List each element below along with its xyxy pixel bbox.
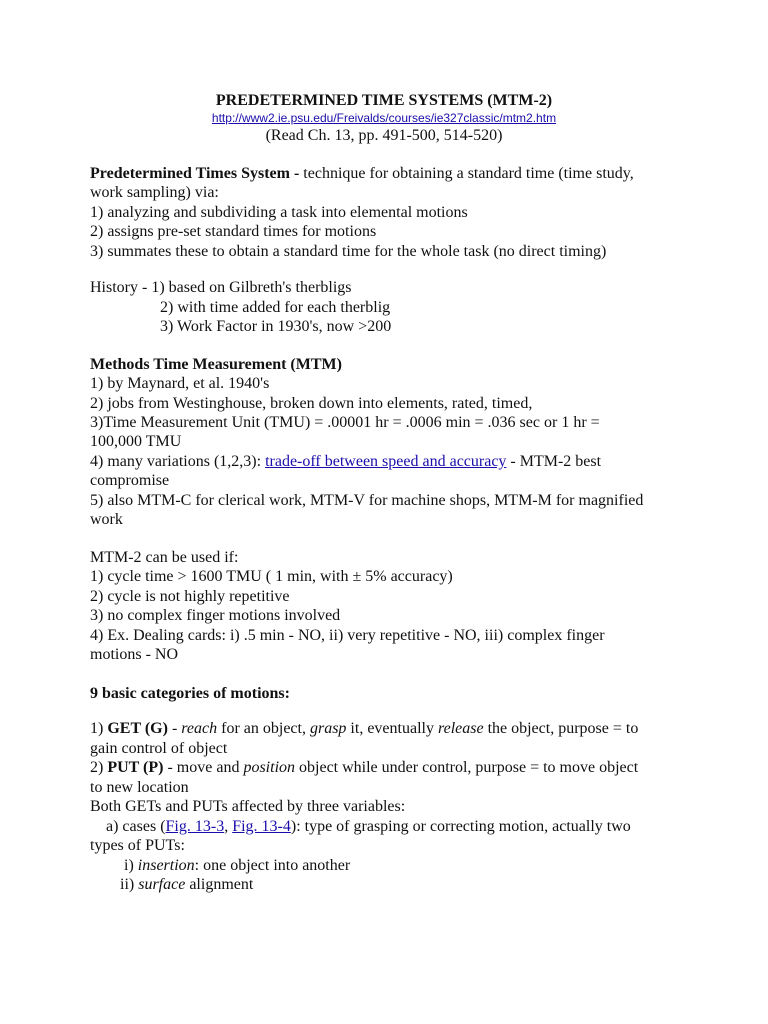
mtm-item-2: 2) jobs from Westinghouse, broken down into elements, rated, timed,	[90, 395, 533, 412]
history-line-1: History - 1) based on Gilbreth's therbligs	[90, 279, 352, 296]
pts-definition-line1: Predetermined Times System - technique for obtaining a standard time (time study,	[90, 165, 634, 182]
pts-item-1: 1) analyzing and subdividing a task into elemental motions	[90, 204, 468, 221]
pts-item-3: 3) summates these to obtain a standard time for the whole task (no direct timing)	[90, 243, 607, 260]
source-url-line	[0, 109, 768, 127]
source-url-link[interactable]: http://www2.ie.psu.edu/Freivalds/courses/ie327classic/mtm2.htm	[211, 111, 557, 125]
cases-line-2: types of PUTs:	[90, 837, 185, 854]
variables-line: Both GETs and PUTs affected by three variables:	[90, 798, 406, 815]
history-line-2: 2) with time added for each therblig	[160, 299, 391, 316]
mtm2-heading: MTM-2 can be used if:	[90, 549, 239, 566]
get-label: GET (G)	[107, 720, 168, 737]
categories-heading: 9 basic categories of motions:	[90, 685, 290, 702]
cases-line-1: a) cases (Fig. 13-3, Fig. 13-4): type of grasping or correcting motion, actually two	[106, 818, 631, 835]
mtm2-item-4-line2: motions - NO	[90, 646, 178, 663]
put-line-1: 2) PUT (P) - move and position object while under control, purpose = to move object	[90, 759, 639, 776]
page-title: PREDETERMINED TIME SYSTEMS (MTM-2)	[215, 92, 553, 109]
surface-line: ii) surface alignment	[120, 876, 254, 893]
mtm2-item-1: 1) cycle time > 1600 TMU ( 1 min, with ± 5% accuracy)	[90, 568, 453, 585]
put-line-2: to new location	[90, 779, 189, 796]
mtm-item-4-line2: compromise	[90, 472, 170, 489]
pts-definition-line2: work sampling) via:	[90, 184, 219, 201]
mtm2-item-2: 2) cycle is not highly repetitive	[90, 588, 290, 605]
mtm-item-3-line2: 100,000 TMU	[90, 433, 182, 450]
mtm2-item-3: 3) no complex finger motions involved	[90, 607, 341, 624]
mtm-item-5-line1: 5) also MTM-C for clerical work, MTM-V for machine shops, MTM-M for magnified	[90, 492, 644, 509]
reading-assignment: (Read Ch. 13, pp. 491-500, 514-520)	[265, 127, 503, 144]
fig-13-4-link[interactable]: Fig. 13-4	[232, 818, 291, 835]
mtm-item-3-line1: 3)Time Measurement Unit (TMU) = .00001 hr = .0006 min = .036 sec or 1 hr =	[90, 414, 600, 431]
get-line-1: 1) GET (G) - reach for an object, grasp it, eventually release the object, purpose = to	[90, 720, 639, 737]
pts-item-2: 2) assigns pre-set standard times for motions	[90, 223, 377, 240]
mtm-heading: Methods Time Measurement (MTM)	[90, 356, 342, 373]
mtm-item-4-line1: 4) many variations (1,2,3): trade-off between speed and accuracy - MTM-2 best	[90, 453, 602, 470]
mtm2-item-4-line1: 4) Ex. Dealing cards: i) .5 min - NO, ii) very repetitive - NO, iii) complex finger	[90, 627, 605, 644]
mtm-item-1: 1) by Maynard, et al. 1940's	[90, 375, 270, 392]
tradeoff-link[interactable]: trade-off between speed and accuracy	[265, 453, 507, 470]
mtm-item-5-line2: work	[90, 511, 123, 528]
fig-13-3-link[interactable]: Fig. 13-3	[165, 818, 225, 835]
history-line-3: 3) Work Factor in 1930's, now >200	[160, 318, 392, 335]
put-label: PUT (P)	[107, 759, 164, 776]
insertion-line: i) insertion: one object into another	[124, 857, 351, 874]
get-line-2: gain control of object	[90, 740, 228, 757]
pts-heading: Predetermined Times System -	[90, 165, 300, 182]
